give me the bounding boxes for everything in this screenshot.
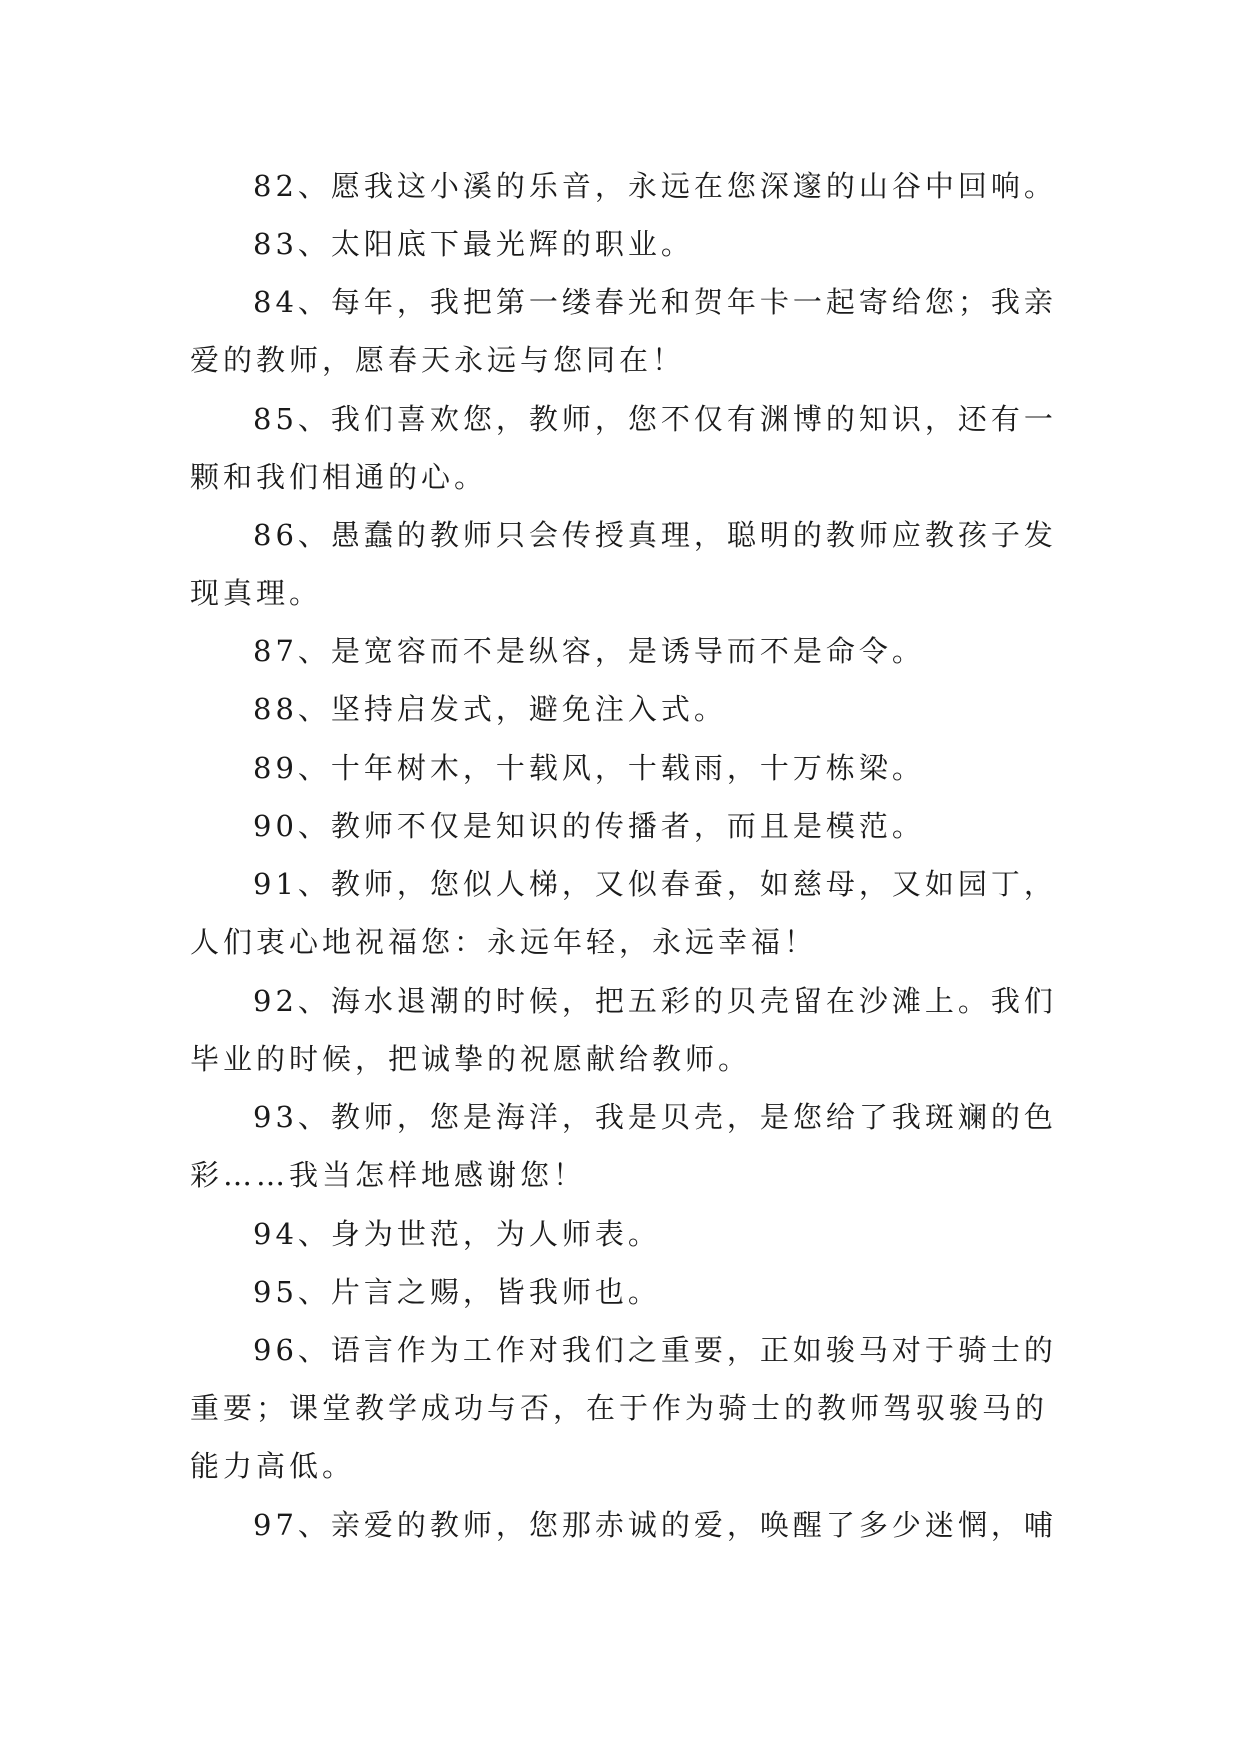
text-line: 84、每年，我把第一缕春光和贺年卡一起寄给您；我亲: [253, 285, 1057, 319]
text-line: 现真理。: [190, 576, 323, 610]
text-line: 93、教师，您是海洋，我是贝壳，是您给了我斑斓的色: [253, 1100, 1057, 1134]
text-line: 人们衷心地祝福您：永远年轻，永远幸福！: [190, 925, 818, 959]
text-line: 85、我们喜欢您，教师，您不仅有渊博的知识，还有一: [253, 402, 1057, 436]
text-line: 91、教师，您似人梯，又似春蚕，如慈母，又如园丁，: [253, 867, 1057, 901]
text-line: 毕业的时候，把诚挚的祝愿献给教师。: [190, 1042, 752, 1076]
text-line: 重要；课堂教学成功与否，在于作为骑士的教师驾驭骏马的: [190, 1391, 1049, 1425]
text-line: 83、太阳底下最光辉的职业。: [253, 227, 694, 261]
text-line: 94、身为世范，为人师表。: [253, 1217, 661, 1251]
text-line: 88、坚持启发式，避免注入式。: [253, 692, 727, 726]
text-line: 95、片言之赐，皆我师也。: [253, 1275, 661, 1309]
text-line: 颗和我们相通的心。: [190, 460, 488, 494]
text-line: 97、亲爱的教师，您那赤诚的爱，唤醒了多少迷惘，哺: [253, 1508, 1057, 1542]
text-line: 96、语言作为工作对我们之重要，正如骏马对于骑士的: [253, 1333, 1057, 1367]
text-line: 能力高低。: [190, 1449, 356, 1483]
text-line: 爱的教师，愿春天永远与您同在！: [190, 343, 686, 377]
text-line: 82、愿我这小溪的乐音，永远在您深邃的山谷中回响。: [253, 169, 1057, 203]
text-line: 87、是宽容而不是纵容，是诱导而不是命令。: [253, 634, 925, 668]
text-line: 89、十年树木，十载风，十载雨，十万栋梁。: [253, 751, 925, 785]
text-line: 90、教师不仅是知识的传播者，而且是模范。: [253, 809, 925, 843]
text-line: 彩……我当怎样地感谢您！: [190, 1158, 587, 1192]
text-line: 92、海水退潮的时候，把五彩的贝壳留在沙滩上。我们: [253, 984, 1057, 1018]
text-line: 86、愚蠢的教师只会传授真理，聪明的教师应教孩子发: [253, 518, 1057, 552]
